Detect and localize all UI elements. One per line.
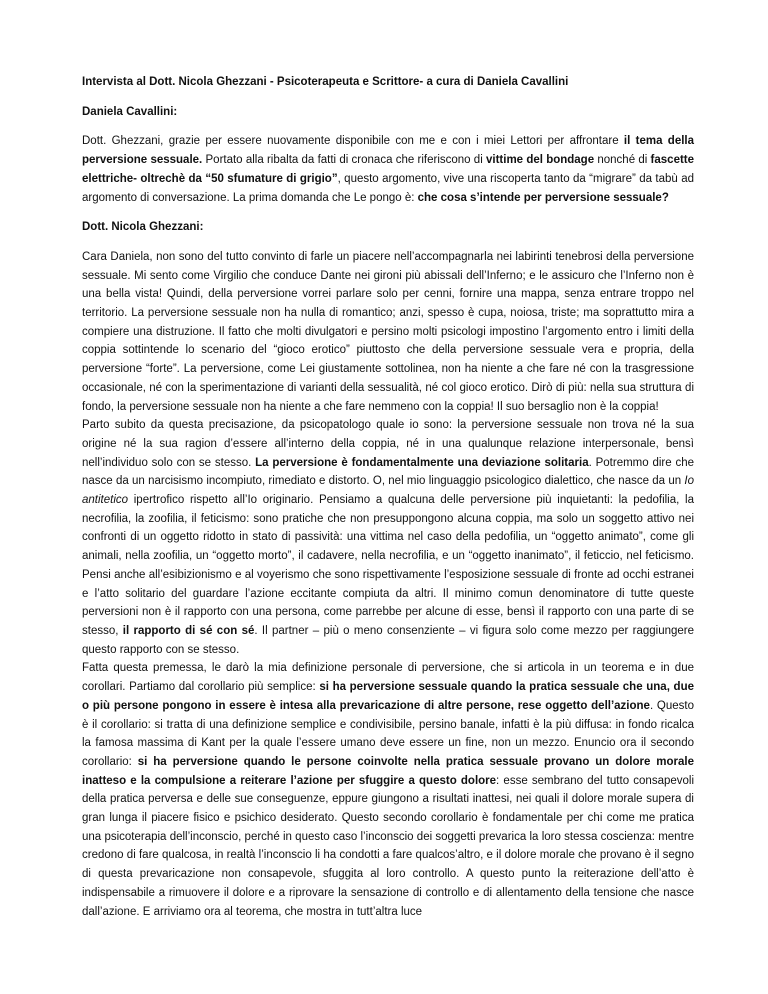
speaker-name: Daniela Cavallini: — [82, 105, 178, 118]
answer-text: . Il partner – più o meno consenziente – vi figura solo come mezzo per raggiungere questo rapporto con se stesso. — [82, 624, 695, 656]
answer-text: Fatta questa premessa, le darò la mia definizione personale di perversione, che si articola in un teorema e in due corollari. Partiamo dal corollario più semplice: — [82, 662, 694, 694]
answer-text: Parto subito da questa precisazione, da psicopatologo quale io sono: la perversione sessuale non trova né la sua origine né la sua ragion d’essere all’interno della coppia, né in una qualunque relazione interpersonale, bensì nell’individuo solo con se stesso. — [82, 419, 694, 469]
speaker-interviewee — [82, 218, 694, 237]
answer-emphasis: La perversione è fondamentalmente una deviazione solitaria — [255, 456, 589, 469]
answer-paragraph-1 — [82, 248, 694, 416]
answer-italic: Io antitetico — [82, 475, 694, 507]
answer-emphasis: si ha perversione sessuale quando la pratica sessuale che una, due o più persone pongono in essere è intesa alla prevaricazione di altre persone, rese oggetto dell’azione — [82, 681, 694, 712]
question-text: Portato alla ribalta da fatti di cronaca che riferiscono di — [202, 154, 487, 167]
question-emphasis: che cosa s’intende per perversione sessuale? — [417, 191, 669, 204]
interview-title — [82, 73, 694, 92]
answer-emphasis: si ha perversione quando le persone coinvolte nella pratica sessuale provano un dolore morale inatteso e la compulsione a reiterare l’azione per sfuggire a questo dolore — [82, 755, 694, 787]
answer-text: Cara Daniela, non sono del tutto convinto di farle un piacere nell’accompagnarla nei labirinti tenebrosi della perversione sessuale. Mi sento come Virgilio che conduce Dante nei gironi più abissali dell’Inferno; e le assicuro che l’Inferno non è una bella vista! Quindi, della perversione vorrei parlare solo per cenni, fornire una mappa, senza entrare troppo nel territorio. La perversione sessuale non ha nulla di romantico; anzi, spesso è cupa, noiosa, triste; ma soprattutto mira a compiere una distruzione. Il fatto che molti divulgatori e persino molti psicologi impostino l’argomento entro i limiti della coppia sottintende lo scenario del “gioco erotico” piuttosto che della perversione sessuale vera e propria, della perversione “forte”. La perversione, come Lei giustamente sottolinea, non ha niente a che fare né con la trasgressione occasionale, né con la sperimentazione di varianti della sessualità, né col gioco erotico. Dirò di più: nella sua struttura di fondo, la perversione sessuale non ha niente a che fare nemmeno con la coppia! Il suo bersaglio non è la coppia! — [82, 250, 694, 413]
speaker-interviewer — [82, 103, 694, 122]
question-paragraph — [82, 132, 694, 207]
question-emphasis: fascette elettriche- oltrechè da “50 sfumature di grigio” — [82, 154, 695, 185]
answer-text: ipertrofico rispetto all’Io originario. Pensiamo a qualcuna delle perversione più inquietanti: la pedofilia, la necrofilia, la zoofilia, il feticismo: sono pratiche che non presuppongono alcuna coppia, ma solo un soggetto attivo nei confronti di un oggetto ridotto in stato di passività: una vittima nel caso della pedofilia, un “oggetto animato”, come gli animali, nella zoofilia, un “oggetto morto”, il cadavere, nella necrofilia, e un “oggetto inanimato”, il feticcio, nel feticismo. Pensi anche all’esibizionismo e al voyerismo che sono rispettivamente l’esposizione sessuale di fronte ad occhi estranei e l’atto solitario del guardare l’azione eccitante compiuta da altri. Il minimo comun denominatore di tutte queste perversioni non è il rapporto con una persona, come parrebbe per alcune di esse, bensì il rapporto con una parte di se stesso, — [82, 494, 694, 637]
answer-text: . Questo è il corollario: si tratta di una definizione semplice e condivisibile, persino banale, infatti è la più diffusa: in fondo ricalca la famosa massima di Kant per la quale l’essere umano deve essere un fine, non un mezzo. Enuncio ora il secondo corollario: — [82, 699, 695, 768]
title-text: Intervista al Dott. Nicola Ghezzani - Psicoterapeuta e Scrittore- a cura di Daniela Cavallini — [82, 76, 569, 88]
answer-paragraph-3 — [82, 659, 694, 921]
question-text: nonché di — [594, 154, 651, 167]
answer-emphasis: il rapporto di sé con sé — [122, 624, 255, 637]
answer-text: . Potremmo dire che nasce da un narcisismo incompiuto, rimediato e distorto. O, nel mio linguaggio psicologico dialettico, che nasce da un — [82, 456, 694, 488]
answer-paragraph-2 — [82, 416, 694, 659]
question-emphasis: vittime del bondage — [486, 154, 595, 167]
answer-text: : esse sembrano del tutto consapevoli della pratica perversa e delle sue conseguenze, eppure giungono a risultati inattesi, nei quali il dolore morale supera di gran lunga il piacere fisico e psichico desiderato. Questo secondo corollario è fondamentale per chi come me pratica una psicoterapia dell’inconscio, perché in questo caso l’inconscio dei soggetti prevarica la loro stessa coscienza: mentre credono di fare qualcosa, in realtà l’inconscio li ha condotti a fare qualcos’altro, e il dolore morale che provano è il segno di questa prevaricazione non consapevole, sfuggita al loro controllo. A questo punto la reiterazione dell’atto è indispensabile a rimuovere il dolore e a riprovare la sensazione di controllo e di allentamento della tensione che nasce dall’azione. E arriviamo ora al teorema, che mostra in tutt’altra luce — [82, 774, 695, 918]
speaker-name: Dott. Nicola Ghezzani: — [82, 221, 204, 234]
question-text: Dott. Ghezzani, grazie per essere nuovamente disponibile con me e con i miei Lettori per affrontare — [82, 135, 624, 148]
question-emphasis: il tema della perversione sessuale. — [82, 135, 694, 167]
question-text: , questo argomento, vive una riscoperta tanto da “migrare” da tabù ad argomento di conversazione. La prima domanda che Le pongo è: — [82, 172, 694, 204]
